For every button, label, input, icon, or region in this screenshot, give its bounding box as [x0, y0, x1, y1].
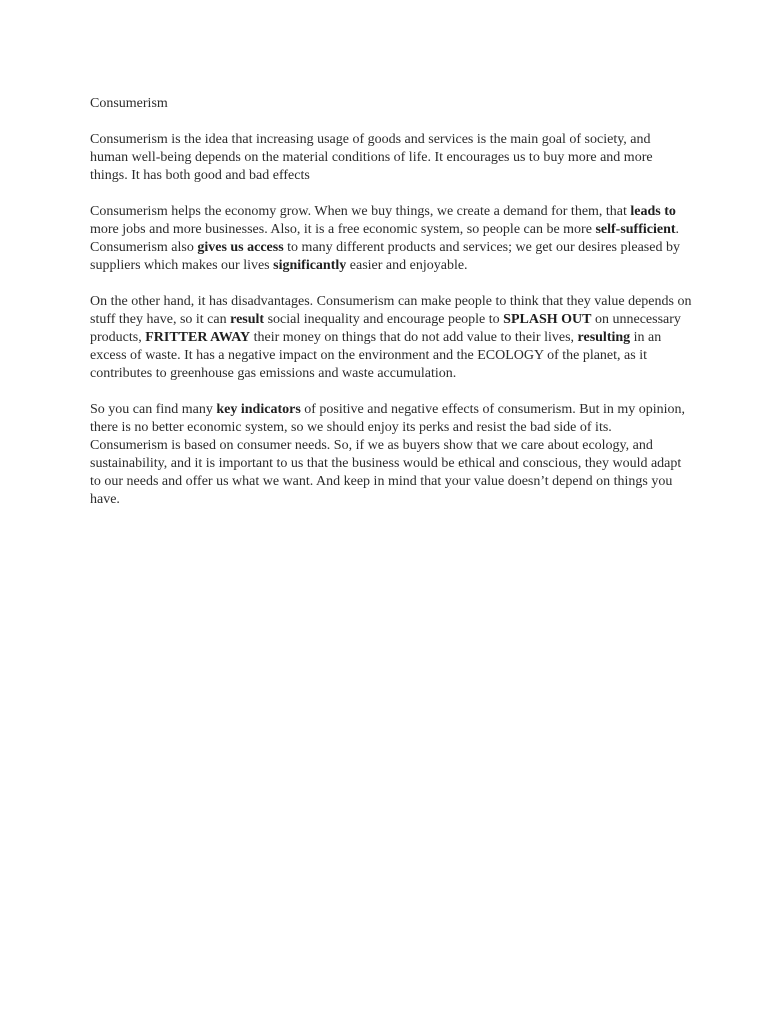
text-run: On the other hand, it has disadvantages. Consumerism can make people to think that they value depends on stuff they have, so it can [90, 294, 692, 327]
document-page [90, 95, 692, 527]
bold-term: FRITTER AWAY [145, 330, 251, 345]
text-run: their money on things that do not add value to their lives, [250, 330, 578, 345]
bold-term: result [230, 312, 265, 327]
text-run: of positive and negative effects of consumerism. But in my opinion, there is no better economic system, so we should enjoy its perks and resist the bad side of its. Consumerism is based on consumer needs. So, if we as buyers show that we care about ecology, and sustainability, and it is important to us that the business would be ethical and conscious, they would adapt to our needs and offer us what we want. And keep in mind that your value doesn’t depend on things you have. [90, 402, 686, 507]
text-run: social inequality and encourage people to [264, 312, 504, 327]
text-run: Consumerism is the idea that increasing usage of goods and services is the main goal of society, and human well-being depends on the material conditions of life. It encourages us to buy more and more things. It has both good and bad effects [90, 132, 653, 183]
document-title: Consumerism [90, 96, 168, 111]
bold-term: significantly [273, 258, 347, 273]
text-run: easier and enjoyable. [346, 258, 468, 273]
paragraph [90, 293, 692, 383]
bold-term: SPLASH OUT [503, 312, 592, 327]
bold-term: key indicators [216, 402, 301, 417]
bold-term: gives us access [197, 240, 284, 255]
bold-term: resulting [577, 330, 631, 345]
text-run: Consumerism helps the economy grow. When we buy things, we create a demand for them, that [90, 204, 631, 219]
text-run: in an excess of waste. It has a negative impact on the environment and the ECOLOGY of the planet, as it contributes to greenhouse gas emissions and waste accumulation. [90, 330, 662, 381]
text-run: . Consumerism also [90, 222, 680, 255]
paragraph [90, 203, 692, 275]
text-run: on unnecessary products, [90, 312, 681, 345]
bold-term: leads to [630, 204, 676, 219]
bold-term: self-sufficient [595, 222, 676, 237]
text-run: So you can find many [90, 402, 217, 417]
text-run: more jobs and more businesses. Also, it is a free economic system, so people can be more [90, 222, 596, 237]
document-body [90, 131, 692, 509]
paragraph [90, 131, 692, 185]
text-run: to many different products and services; we get our desires pleased by suppliers which makes our lives [90, 240, 680, 273]
paragraph [90, 401, 692, 509]
